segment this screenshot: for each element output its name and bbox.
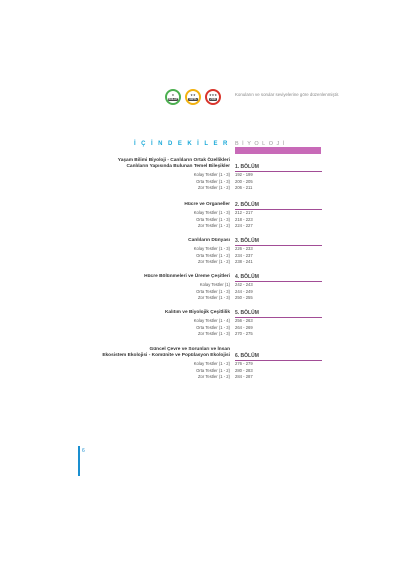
section-title[interactable]: Hücre ve Organeller [184,202,230,207]
medium-badge-icon: ★★ ORTA [185,89,201,105]
section-title[interactable]: Yaşam Bilimi Biyoloji - Canlıların Ortak Özellikleri [117,158,230,163]
test-pages: 280 - 283 [235,367,253,373]
test-label: Kolay Testler (1 - 3) [193,210,230,215]
contents-heading: İÇİNDEKİLER [134,141,233,147]
subject-header-bar [235,147,321,154]
test-label: Orta Testler (1 - 2) [196,367,230,373]
test-row[interactable] [60,210,322,216]
section-title[interactable]: Güncel Çevre ve Sorunları ve İnsan [149,347,230,352]
test-pages: 200 - 205 [235,178,253,184]
test-label: Kolay Testler (1) [199,282,230,287]
test-row[interactable] [60,185,322,191]
test-row[interactable] [60,179,322,185]
test-pages: 234 - 237 [235,252,253,258]
section-chapter-label[interactable]: 3. BÖLÜM [235,238,322,246]
test-label: Zor Testler (1 - 2) [197,259,230,264]
test-row[interactable] [60,289,322,295]
test-pages: 284 - 287 [235,374,253,379]
section-title[interactable]: Kalıtım ve Biyolojik Çeşitlilik [164,310,230,315]
test-label: Kolay Testler (1 - 4) [193,318,230,323]
test-pages: 270 - 275 [235,331,253,336]
section-chapter-label[interactable]: 5. BÖLÜM [235,310,322,318]
section-chapter-label[interactable]: 1. BÖLÜM [235,164,322,172]
test-pages: 256 - 263 [235,318,253,323]
test-label: Orta Testler (1 - 3) [196,288,230,294]
legend-note: Konuların ve sorular seviyelerine göre düzenlenmiştir. [235,92,340,97]
section-title[interactable]: Ekosistem Ekolojisi - Komünite ve Popülasyon Ekolojisi [102,353,230,358]
section-chapter-label[interactable]: 2. BÖLÜM [235,202,322,210]
section-title[interactable]: Canlıların Dünyası [188,238,230,243]
easy-badge-icon: ★ KOLAY [165,89,181,105]
test-row[interactable] [60,318,322,324]
test-pages: 192 - 199 [235,172,253,177]
test-row[interactable] [60,325,322,331]
test-row[interactable] [60,282,322,288]
test-label: Zor Testler (1 - 3) [197,295,230,300]
test-pages: 264 - 269 [235,324,253,330]
section-title[interactable]: Hücre Bölünmeleri ve Üreme Çeşitleri [144,274,230,279]
test-pages: 276 - 279 [235,361,253,366]
test-row[interactable] [60,259,322,265]
page-marker-bar [78,446,80,476]
test-row[interactable] [60,368,322,374]
test-pages: 224 - 227 [235,223,253,228]
test-pages: 250 - 255 [235,295,253,300]
test-pages: 212 - 217 [235,210,253,215]
test-label: Kolay Testler (1 - 3) [193,246,230,251]
test-pages: 206 - 211 [235,185,253,190]
test-label: Zor Testler (1 - 2) [197,374,230,379]
test-row[interactable] [60,246,322,252]
test-pages: 242 - 243 [235,282,253,287]
test-label: Orta Testler (1 - 2) [196,252,230,258]
test-row[interactable] [60,295,322,301]
test-pages: 226 - 233 [235,246,253,251]
test-label: Orta Testler (1 - 3) [196,324,230,330]
test-label: Orta Testler (1 - 3) [196,216,230,222]
test-label: Zor Testler (1 - 2) [197,185,230,190]
subject-heading: BİYOLOJİ [235,141,288,147]
test-label: Kolay Testler (1 - 3) [193,172,230,177]
test-row[interactable] [60,331,322,337]
test-label: Kolay Testler (1 - 2) [193,361,230,366]
test-row[interactable] [60,217,322,223]
test-row[interactable] [60,253,322,259]
hard-badge-icon: ★★★ ZOR [205,89,221,105]
test-pages: 218 - 223 [235,216,253,222]
test-row[interactable] [60,374,322,380]
test-pages: 244 - 249 [235,288,253,294]
test-label: Zor Testler (1 - 3) [197,331,230,336]
page-number: 6 [82,448,85,454]
difficulty-legend [165,89,221,105]
test-row[interactable] [60,361,322,367]
test-label: Orta Testler (1 - 3) [196,178,230,184]
section-chapter-label[interactable]: 4. BÖLÜM [235,274,322,282]
section-title[interactable]: Canlıların Yapısında Bulunan Temel Bileşikler [126,164,230,169]
section-chapter-label[interactable]: 6. BÖLÜM [235,353,322,361]
test-label: Zor Testler (1 - 2) [197,223,230,228]
test-pages: 238 - 241 [235,259,253,264]
test-row[interactable] [60,223,322,229]
test-row[interactable] [60,172,322,178]
